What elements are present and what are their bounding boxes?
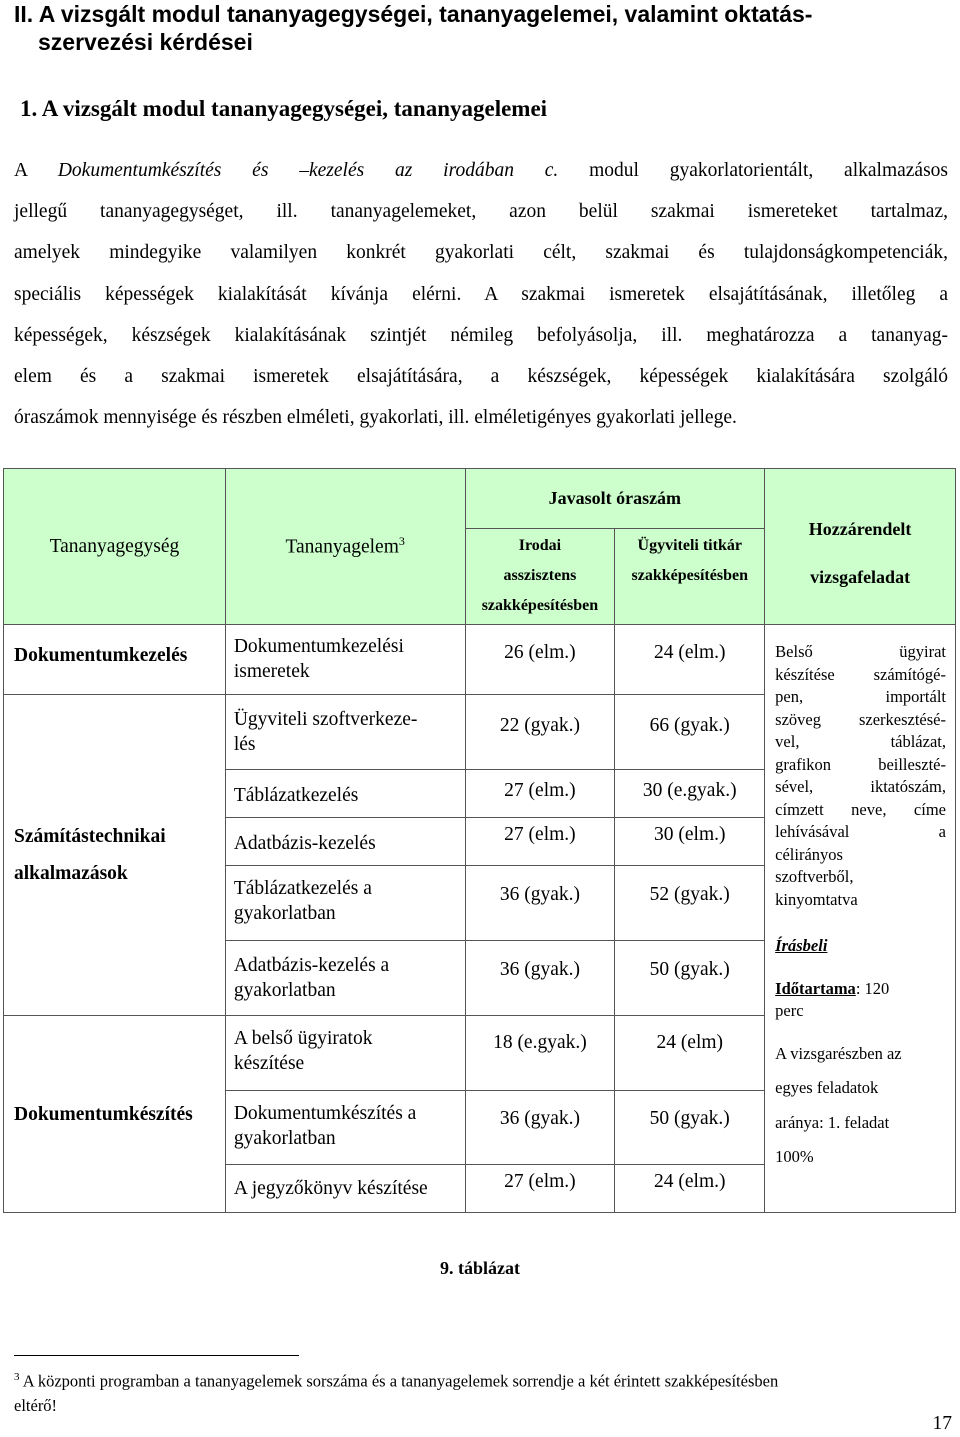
hours-a-cell: 36 (gyak.) <box>465 1091 615 1165</box>
hours-b-cell: 30 (e.gyak.) <box>615 770 765 818</box>
intro-line: amelyek mindegyike valamilyen konkrét gyakorlati célt, szakmai és tulajdonságkompetenciák, <box>14 242 948 264</box>
footnote-mark: 3 <box>14 1371 20 1383</box>
intro-line: A Dokumentumkészítés és –kezelés az irodában c. modul gyakorlatorientált, alkalmazásos <box>14 160 949 181</box>
element-cell: A jegyzőkönyv készítése <box>225 1165 465 1213</box>
header-task: Hozzárendelt vizsgafeladat <box>765 469 956 625</box>
intro-line: elem és a szakmai ismeretek elsajátítására, a készségek, képességek kialakítására szolgáló <box>14 365 948 387</box>
hours-a-cell: 18 (e.gyak.) <box>465 1016 615 1091</box>
element-cell: Táblázatkezelés <box>225 770 465 818</box>
header-element: Tananyagelem$^3$ <box>225 469 465 625</box>
element-cell: Ügyviteli szoftverkeze- lés <box>225 695 465 770</box>
hours-b-cell: 24 (elm.) <box>615 1165 765 1213</box>
page-number: 17 <box>932 1413 952 1434</box>
header-col-irodai: Irodai asszisztens szakképesítésben <box>465 529 615 625</box>
section-heading-line2: szervezési kérdései <box>38 29 253 55</box>
hours-b-cell: 66 (gyak.) <box>615 695 765 770</box>
curriculum-table <box>3 468 956 1213</box>
intro-line: jellegű tananyagegységet, ill. tananyagelemeket, azon belül szakmai ismereteket tartalmaz, <box>14 201 948 223</box>
element-cell: A belső ügyiratok készítése <box>225 1016 465 1091</box>
task-cell: Belső ügyirat készítése számítógé- pen, importált szöveg szerkesztésé- vel, táblázat, grafikon beilleszté- sével, iktatószám, címzett neve, címe lehívásával a célirányos szoftverből, kinyomtatva Írásbeli Időtartama: 120 perc A vizsgarészben az egyes feladatok aránya: 1. feladat 100% <box>765 625 956 1213</box>
header-col-ugyviteli: Ügyviteli titkár szakképesítésben <box>615 529 765 625</box>
unit-cell: Számítástechnikai alkalmazások <box>4 695 226 1016</box>
footnote: $^3$ A központi programban a tananyagelemek sorszáma és a tananyagelemek sorrendje a két érintett szakképesítésben eltérő! <box>14 1371 779 1415</box>
hours-b-cell: 50 (gyak.) <box>615 1091 765 1165</box>
hours-a-cell: 36 (gyak.) <box>465 866 615 941</box>
unit-cell: Dokumentumkezelés <box>4 625 226 695</box>
element-cell: Dokumentumkészítés a gyakorlatban <box>225 1091 465 1165</box>
unit-cell: Dokumentumkészítés <box>4 1016 226 1213</box>
table-header-row <box>4 469 956 529</box>
element-cell: Dokumentumkezelési ismeretek <box>225 625 465 695</box>
hours-b-cell: 52 (gyak.) <box>615 866 765 941</box>
hours-a-cell: 27 (elm.) <box>465 1165 615 1213</box>
footnote-divider <box>14 1355 299 1356</box>
element-cell: Táblázatkezelés a gyakorlatban <box>225 866 465 941</box>
hours-b-cell: 30 (elm.) <box>615 818 765 866</box>
hours-b-cell: 50 (gyak.) <box>615 941 765 1016</box>
intro-line: képességek, készségek kialakításának szintjét némileg befolyásolja, ill. meghatározza a tananyag- <box>14 324 948 346</box>
header-unit: Tananyagegység <box>4 469 226 625</box>
element-cell: Adatbázis-kezelés a gyakorlatban <box>225 941 465 1016</box>
header-hours: Javasolt óraszám <box>465 469 765 529</box>
hours-a-cell: 26 (elm.) <box>465 625 615 695</box>
hours-b-cell: 24 (elm.) <box>615 625 765 695</box>
hours-b-cell: 24 (elm) <box>615 1016 765 1091</box>
intro-line: óraszámok mennyisége és részben elméleti, gyakorlati, ill. elméletigényes gyakorlati jellege. <box>14 407 737 429</box>
exam-duration: Időtartama: 120 <box>775 978 890 998</box>
hours-a-cell: 27 (elm.) <box>465 770 615 818</box>
element-cell: Adatbázis-kezelés <box>225 818 465 866</box>
module-title: Dokumentumkészítés és –kezelés az irodában c. <box>57 160 559 181</box>
table-row <box>4 625 956 695</box>
hours-a-cell: 36 (gyak.) <box>465 941 615 1016</box>
exam-type: Írásbeli <box>775 936 828 955</box>
intro-paragraph <box>14 150 948 438</box>
section-heading <box>14 0 934 56</box>
hours-a-cell: 22 (gyak.) <box>465 695 615 770</box>
hours-a-cell: 27 (elm.) <box>465 818 615 866</box>
intro-line: speciális képességek kialakítását kívánja elérni. A szakmai ismeretek elsajátításának, illetőleg a <box>14 283 948 305</box>
table-caption: 9. táblázat <box>440 1258 520 1278</box>
subsection-heading: 1. A vizsgált modul tananyagegységei, tananyagelemei <box>20 96 548 121</box>
section-heading-line1: II. A vizsgált modul tananyagegységei, tananyagelemei, valamint oktatás- <box>14 1 813 27</box>
